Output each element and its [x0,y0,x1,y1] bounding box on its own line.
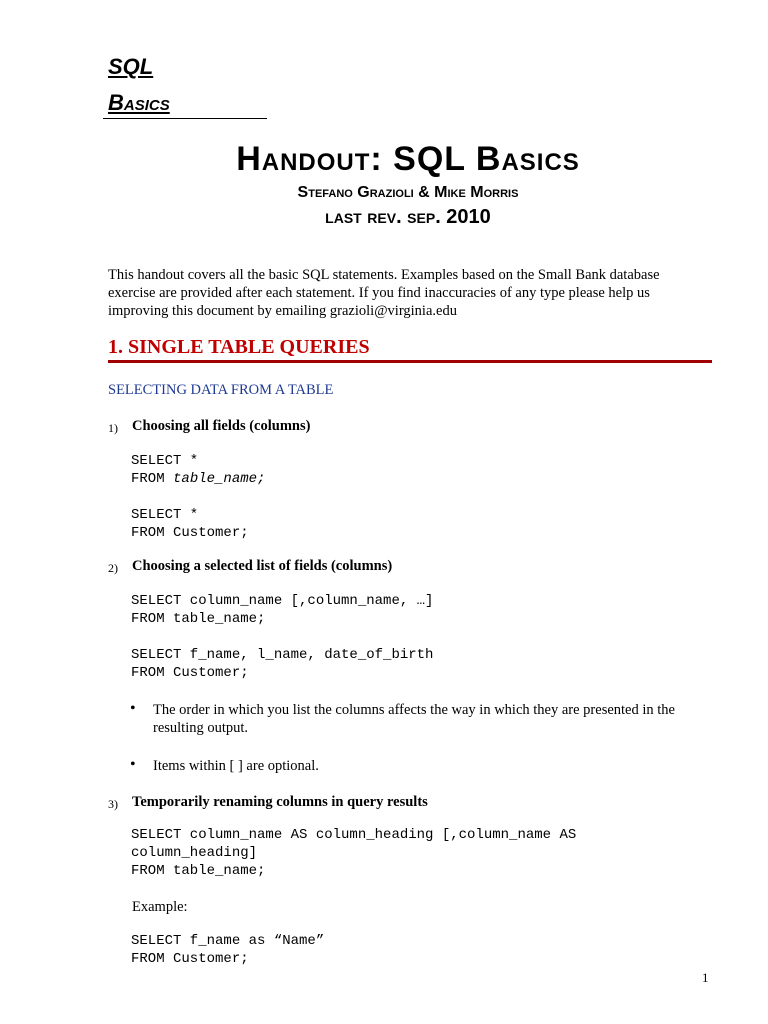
code-line: SELECT f_name, l_name, date_of_birth [131,647,434,663]
code-line: SELECT f_name as “Name” [131,933,325,949]
document-authors: Stefano Grazioli & Mike Morris [297,184,519,201]
brand-line-2: Basics [108,90,170,115]
code-line: FROM table_name; [131,611,266,627]
code-line: SELECT column_name AS column_heading [,column_name AS [131,827,577,843]
code-line: column_heading] [131,845,258,861]
bullet-icon: • [130,756,136,773]
code-line: SELECT column_name [,column_name, …] [131,593,434,609]
item-number: 1) [108,421,118,435]
bullet-text: Items within [ ] are optional. [153,758,319,774]
document-revision: last rev. sep. 2010 [325,206,491,228]
intro-paragraph: This handout covers all the basic SQL statements. Examples based on the Small Bank database exercise are provided after each statement. If you find inaccuracies of any type please help us improving this document by emailing grazioli@virginia.edu [108,267,660,319]
code-line: FROM Customer; [131,665,249,681]
bullet-icon: • [130,700,136,717]
item-number: 2) [108,561,118,575]
code-line: FROM table_name; [131,863,266,879]
page-number: 1 [702,970,709,985]
code-example [131,506,249,542]
section-heading: 1. SINGLE TABLE QUERIES [108,336,370,358]
document-title: Handout: SQL Basics [236,140,580,178]
bullet-text: The order in which you list the columns affects the way in which they are presented in the resulting output. [153,702,675,736]
code-example [131,646,433,682]
brand-line-1: SQL [108,54,154,79]
code-line: FROM Customer; [131,525,249,541]
code-placeholder: table_name; [173,471,266,487]
item-title: Temporarily renaming columns in query results [132,794,428,810]
example-label: Example: [132,899,188,915]
code-example [131,932,324,968]
item-number: 3) [108,797,118,811]
code-line: FROM Customer; [131,951,249,967]
code-block [131,452,265,488]
item-title: Choosing a selected list of fields (columns) [132,558,393,574]
subsection-heading: SELECTING DATA FROM A TABLE [108,382,334,398]
code-line: SELECT * [131,507,199,523]
code-block [131,592,433,628]
item-title: Choosing all fields (columns) [132,418,311,434]
code-line: SELECT * [131,453,199,469]
code-keyword: FROM [131,471,174,487]
code-block [131,826,576,880]
brand-divider [103,118,267,119]
section-divider [108,360,712,363]
